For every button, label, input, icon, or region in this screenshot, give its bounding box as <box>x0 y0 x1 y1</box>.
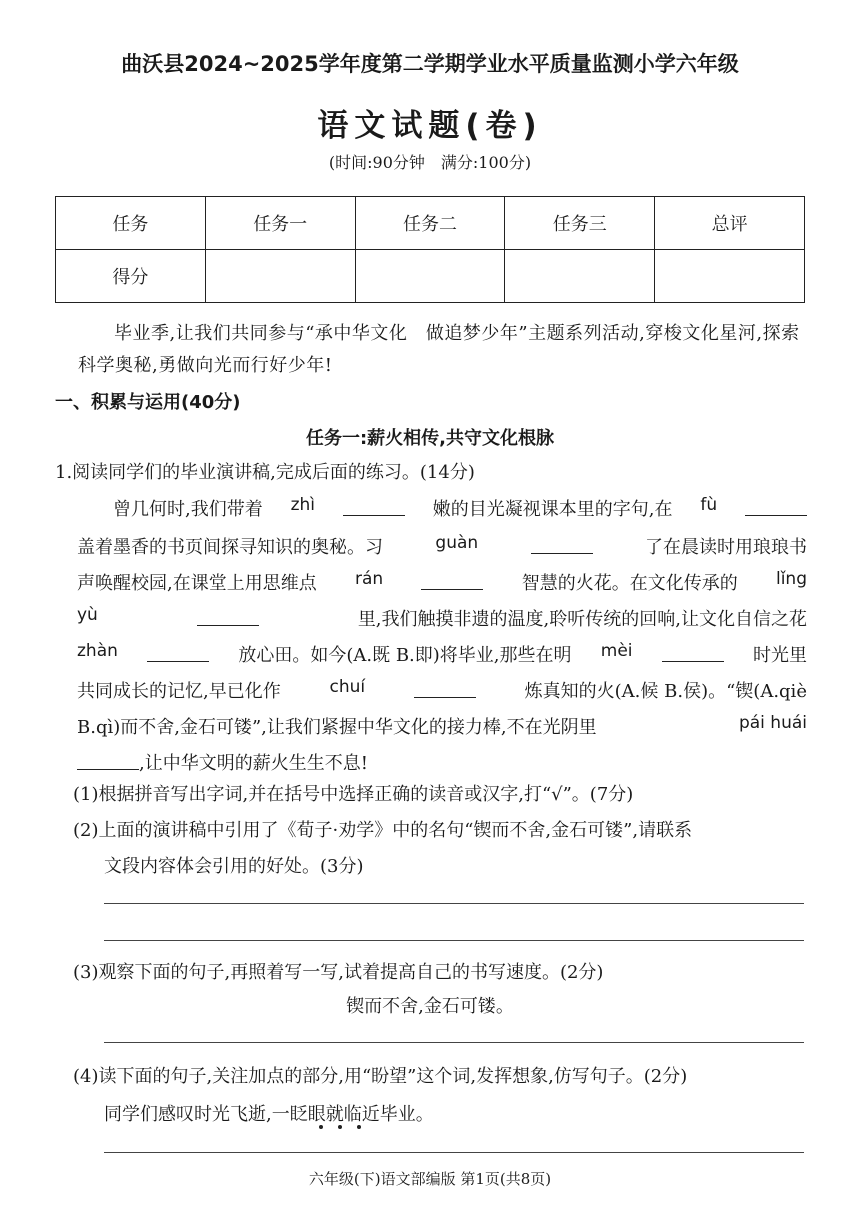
score-header-cell: 任务 <box>56 197 206 250</box>
section-heading: 一、积累与运用(40分) <box>55 392 241 413</box>
task-title: 任务一:薪火相传,共守文化根脉 <box>305 428 555 449</box>
passage-text: 炼真知的火(A.候 B.侯)。“锲(A.qiè <box>524 681 807 702</box>
school-title: 曲沃县2024~2025学年度第二学期学业水平质量监测小学六年级 <box>121 52 739 76</box>
emphasis-dot <box>357 1125 361 1129</box>
passage-text: 共同成长的记忆,早已化作 <box>77 681 281 702</box>
passage-text: 了在晨读时用琅琅书 <box>644 537 807 558</box>
score-cell[interactable] <box>205 250 355 303</box>
answer-blank[interactable] <box>421 569 483 590</box>
score-header-cell: 任务二 <box>355 197 505 250</box>
score-cell[interactable] <box>655 250 805 303</box>
question-1-3: (3)观察下面的句子,再照着写一写,试着提高自己的书写速度。(2分) <box>73 962 604 983</box>
pinyin: zhàn <box>77 641 118 661</box>
score-header-cell: 任务三 <box>505 197 655 250</box>
emphasis-dot <box>319 1125 323 1129</box>
passage-text: 时光里 <box>752 645 807 666</box>
passage-line <box>77 605 807 631</box>
subject-title: 语文试题(卷) <box>317 108 543 144</box>
score-table-header-row <box>56 197 805 250</box>
answer-blank[interactable] <box>531 533 593 554</box>
question-1-2-cont: 文段内容体会引用的好处。(3分) <box>104 856 364 877</box>
passage-line <box>77 569 807 595</box>
answer-blank[interactable] <box>662 641 724 662</box>
model-sentence: 锲而不舍,金石可镂。 <box>346 996 514 1017</box>
pinyin: fù <box>700 495 718 515</box>
answer-blank[interactable] <box>77 749 139 770</box>
page-footer: 六年级(下)语文部编版 第1页(共8页) <box>308 1170 552 1188</box>
answer-line[interactable] <box>104 940 804 941</box>
score-table-score-row <box>56 250 805 303</box>
pinyin: pái huái <box>738 713 807 733</box>
score-table <box>55 196 805 303</box>
passage-line <box>77 641 807 667</box>
pinyin: guàn <box>435 533 479 553</box>
passage-line <box>77 713 807 739</box>
question-1-1: (1)根据拼音写出字词,并在括号中选择正确的读音或汉字,打“√”。(7分) <box>73 784 634 805</box>
passage-text: 声唤醒校园,在课堂上用思维点 <box>77 573 317 594</box>
passage-text: 盖着墨香的书页间探寻知识的奥秘。习 <box>77 537 383 558</box>
pinyin: zhì <box>290 495 316 515</box>
answer-line[interactable] <box>104 1042 804 1043</box>
score-cell[interactable] <box>505 250 655 303</box>
answer-blank[interactable] <box>414 677 476 698</box>
passage-line <box>77 677 807 703</box>
passage-text: 嫩的目光凝视课本里的字句,在 <box>432 499 673 520</box>
score-cell[interactable] <box>355 250 505 303</box>
score-header-cell: 任务一 <box>205 197 355 250</box>
question-title: 1.阅读同学们的毕业演讲稿,完成后面的练习。(14分) <box>55 462 475 483</box>
passage-text: 里,我们触摸非遗的温度,聆听传统的回响,让文化自信之花 <box>357 609 807 630</box>
question-1-2: (2)上面的演讲稿中引用了《荀子·劝学》中的名句“锲而不舍,金石可镂”,请联系 <box>73 820 693 841</box>
answer-blank[interactable] <box>197 605 259 626</box>
exam-info: (时间:90分钟 满分:100分) <box>328 153 532 172</box>
pinyin: chuí <box>329 677 366 697</box>
answer-blank[interactable] <box>147 641 209 662</box>
question-1-4: (4)读下面的句子,关注加点的部分,用“盼望”这个词,发挥想象,仿写句子。(2分) <box>73 1066 688 1087</box>
pinyin: mèi <box>600 641 633 661</box>
pinyin: lǐng <box>775 569 807 589</box>
passage-text: 智慧的火花。在文化传承的 <box>521 573 738 594</box>
pinyin: yù <box>77 605 98 625</box>
passage-text: B.qì)而不舍,金石可镂”,让我们紧握中华文化的接力棒,不在光阴里 <box>77 717 597 738</box>
answer-blank[interactable] <box>343 495 405 516</box>
passage-text: 放心田。如今(A.既 B.即)将毕业,那些在明 <box>238 645 572 666</box>
answer-line[interactable] <box>104 1152 804 1153</box>
emphasis-dot <box>338 1125 342 1129</box>
answer-blank[interactable] <box>745 495 807 516</box>
example-sentence: 同学们感叹时光飞逝,一眨眼就临近毕业。 <box>104 1104 434 1125</box>
passage-line <box>77 749 807 775</box>
passage-line <box>77 533 807 559</box>
pinyin: rán <box>355 569 384 589</box>
passage-text: ,让中华文明的薪火生生不息! <box>139 753 368 774</box>
score-row-label: 得分 <box>56 250 206 303</box>
answer-line[interactable] <box>104 903 804 904</box>
intro-paragraph: 毕业季,让我们共同参与“承中华文化 做追梦少年”主题系列活动,穿梭文化星河,探索科学奥秘,勇做向光而行好少年! <box>78 323 800 376</box>
passage-line <box>113 495 807 521</box>
passage-text: 曾几何时,我们带着 <box>113 499 263 520</box>
score-header-cell: 总评 <box>655 197 805 250</box>
